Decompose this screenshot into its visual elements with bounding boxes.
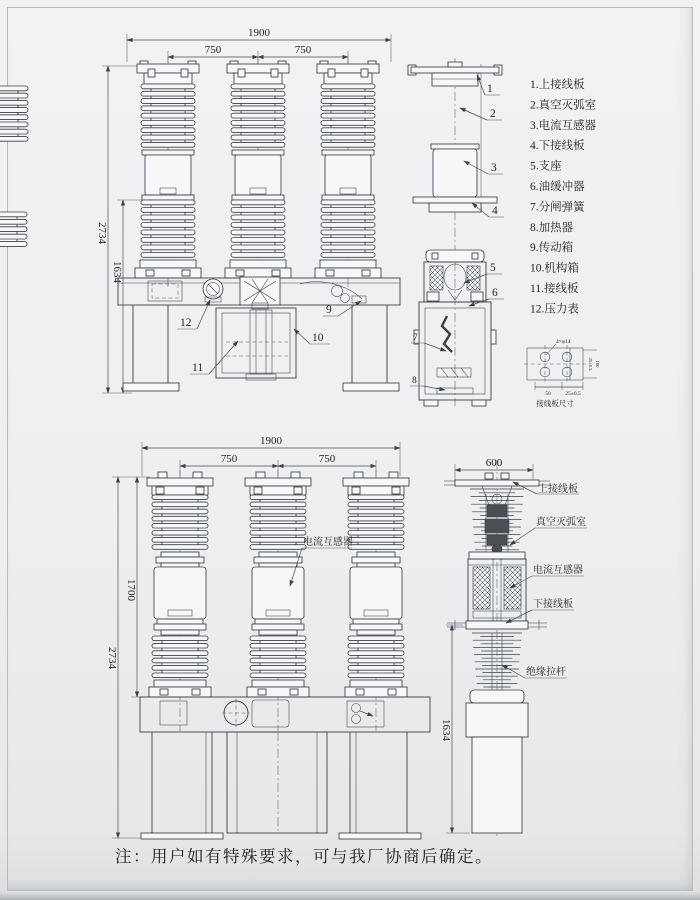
front-view-top: [96, 27, 400, 393]
callout-8: 8: [412, 376, 417, 386]
parts-list-item: 6.油缓冲器: [530, 181, 585, 193]
parts-list-item: 1.上接线板: [530, 79, 585, 91]
label-current-transformer: 电流互感器: [533, 565, 583, 576]
upper-insulator-bellows: [231, 84, 285, 147]
vacuum-interrupter-section: [485, 505, 509, 554]
lower-insulator-bellows: [250, 636, 306, 678]
pressure-gauge: [203, 279, 223, 302]
top-view-callouts: [177, 300, 361, 374]
parts-list-item: 8.加热器: [530, 221, 574, 234]
mechanism-box: [216, 308, 296, 380]
pole-column-middle: [245, 470, 311, 731]
parts-list-item: 9.传动箱: [530, 242, 574, 255]
lower-insulator-bellows: [141, 200, 195, 257]
parts-list-item: 11.接线板: [530, 283, 579, 295]
upper-insulator-bellows: [250, 495, 306, 549]
lower-insulator-bellows: [348, 636, 404, 678]
callout-2: 2: [490, 108, 496, 120]
parts-list-item: 5.支座: [530, 160, 562, 173]
parts-list-item: 3.电流互感器: [530, 119, 597, 132]
detail-holes-note: 4×φ14: [556, 339, 571, 345]
callout-11: 11: [192, 362, 204, 374]
callout-4: 4: [492, 205, 498, 217]
lower-insulator-bellows: [152, 636, 208, 678]
parts-list-item: 4.下接线板: [530, 140, 585, 153]
dim-750-bottom-right: 750: [318, 453, 336, 465]
detail-dim-bottom-left: 50: [545, 391, 551, 397]
callout-10: 10: [312, 332, 324, 344]
section-view-bottom: [440, 457, 587, 836]
detail-dim-bottom-right: 25±0.5: [565, 391, 581, 397]
side-view-callouts: [410, 75, 504, 390]
label-insulating-rod: 绝缘拉杆: [526, 667, 566, 678]
lower-insulator-bellows: [231, 200, 285, 257]
dim-1900-bottom: 1900: [260, 435, 282, 447]
ct-label: 电流互感器: [303, 537, 353, 548]
footer-note: 注：用户如有特殊要求，可与我厂协商后确定。: [115, 847, 493, 866]
upper-insulator-bellows: [348, 495, 404, 549]
callout-6: 6: [492, 287, 498, 299]
label-lower-terminal: 下接线板: [533, 599, 573, 610]
pole-column-left: [147, 470, 213, 731]
pole-column-right: [315, 57, 381, 290]
detail-dim-right-inner: 25±0.5: [588, 357, 593, 371]
pole-column-middle: [225, 57, 291, 290]
pole-column-right: [343, 470, 409, 731]
dim-1700-bottom: 1700: [125, 579, 137, 601]
callout-7: 7: [413, 333, 418, 343]
side-lower-bellows: [0, 212, 27, 246]
parts-list-item: 12.压力表: [530, 303, 579, 316]
detail-caption: 接线板尺寸: [536, 399, 574, 408]
pole-column-left: [135, 57, 201, 290]
label-upper-terminal: 上接线板: [538, 484, 578, 495]
transmission-linkage: [300, 282, 366, 303]
dim-1634-section: 1634: [440, 719, 452, 741]
dim-600: 600: [485, 457, 503, 469]
callout-12: 12: [180, 317, 192, 329]
dim-750-right: 750: [294, 44, 312, 56]
opening-spring: [442, 316, 452, 352]
parts-list: [530, 77, 597, 315]
dim-750-left: 750: [204, 44, 222, 56]
label-vacuum-chamber: 真空灭弧室: [536, 517, 586, 528]
support-frame-bottom-view: [140, 697, 430, 839]
dim-1900-top: 1900: [248, 27, 270, 39]
dim-1634-top: 1634: [111, 261, 123, 283]
callout-3: 3: [491, 162, 497, 174]
front-view-bottom: [106, 435, 430, 839]
callout-9: 9: [326, 304, 332, 316]
dim-2734-top: 2734: [96, 222, 108, 244]
lower-insulator-bellows: [321, 200, 375, 257]
terminal-plate-detail: [524, 339, 600, 408]
parts-list-item: 2.真空灭弧室: [530, 99, 597, 112]
parts-list-item: 7.分闸弹簧: [530, 201, 585, 214]
callout-5: 5: [490, 262, 496, 274]
parts-list-item: 10.机构箱: [530, 262, 579, 275]
callout-1: 1: [487, 83, 493, 95]
upper-insulator-bellows: [141, 84, 195, 147]
support-frame-top-view: [118, 277, 400, 391]
upper-insulator-bellows: [321, 84, 375, 147]
dim-750-bottom-left: 750: [220, 453, 238, 465]
dim-2734-bottom: 2734: [106, 647, 118, 669]
upper-insulator-bellows: [152, 495, 208, 549]
detail-dim-right-outer: 100: [595, 360, 600, 368]
spring-mechanism: [240, 277, 280, 309]
side-upper-bellows: [0, 86, 28, 141]
